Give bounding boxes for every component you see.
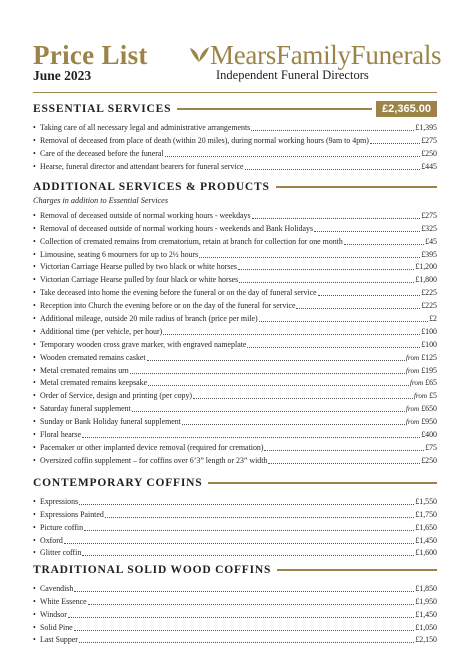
item-price: £1,450 [415,609,437,619]
item-label: Victorian Carriage Hearse pulled by two black or white horses [40,262,237,272]
section-1 [33,101,437,172]
bullet-icon: • [33,635,36,645]
item-label: Taking care of all necessary legal and administrative arrangements [40,122,251,132]
price-list [33,581,437,645]
section-4 [33,562,437,645]
item-price: £325 [421,223,437,233]
item-label: Metal cremated remains urn [40,365,129,375]
item-label: Saturday funeral supplement [40,404,131,414]
price-row [33,520,437,533]
dot-leader [296,308,420,309]
bullet-icon: • [33,223,36,233]
price-row [33,620,437,633]
price-row [33,533,437,546]
item-price: £5 [429,391,437,401]
dot-leader [64,543,415,544]
dot-leader [82,555,414,556]
price-row [33,337,437,350]
price-row [33,324,437,337]
section-rule [276,186,437,187]
dot-leader [105,517,415,518]
price-prefix: from [405,418,420,427]
dot-leader [147,360,405,361]
item-price-cell [415,275,437,285]
dot-leader [79,642,414,643]
bullet-icon: • [33,161,36,171]
dot-leader [264,450,424,451]
item-price: £950 [421,417,437,427]
section-header [33,101,437,117]
price-row [33,594,437,607]
price-row [33,633,437,646]
item-price: £1,450 [415,535,437,545]
bullet-icon: • [33,496,36,506]
bullet-icon: • [33,442,36,452]
price-row [33,494,437,507]
price-row [33,285,437,298]
item-price-cell [415,548,437,558]
bullet-icon: • [33,275,36,285]
item-label: Pacemaker or other implanted device removal (required for cremation) [40,442,264,452]
dot-leader [370,143,420,144]
price-row [33,414,437,427]
item-price: £1,750 [415,509,437,519]
item-label: Last Supper [40,635,78,645]
price-prefix: from [405,405,420,414]
dot-leader [82,437,420,438]
item-price-cell [421,250,437,260]
section-3 [33,475,437,558]
price-row [33,581,437,594]
item-price-cell [421,456,437,466]
price-row [33,363,437,376]
item-price: £100 [421,326,437,336]
section-header [33,475,437,491]
section-rule [208,482,437,483]
price-row [33,120,437,133]
bullet-icon: • [33,548,36,558]
bullet-icon: • [33,622,36,632]
price-row [33,453,437,466]
dot-leader [259,321,429,322]
item-price: £395 [421,249,437,259]
item-price-cell [406,404,437,414]
dot-leader [252,218,421,219]
price-row [33,507,437,520]
item-label: Collection of cremated remains from crematorium, retain at branch for collection for one month [40,236,343,246]
item-price-cell [425,443,437,453]
price-row [33,208,437,221]
item-label: Removal of deceased outside of normal working hours - weekdays [40,210,251,220]
price-prefix: from [405,366,420,375]
item-label: Windsor [40,609,67,619]
item-label: Additional time (per vehicle, per hour) [40,326,163,336]
dot-leader [199,257,420,258]
item-price-cell [415,536,437,546]
item-price: £2 [429,314,437,324]
dot-leader [344,244,424,245]
item-price-cell [415,623,437,633]
item-price-cell [425,237,437,247]
dot-leader [68,617,414,618]
bullet-icon: • [33,430,36,440]
item-price-cell [421,149,437,159]
section-rule [277,569,437,570]
price-row [33,376,437,389]
item-price-cell [421,162,437,172]
price-list-date: June 2023 [33,68,92,83]
bullet-icon: • [33,339,36,349]
brand-tagline: Independent Funeral Directors [216,68,369,82]
item-price-cell [415,635,437,645]
item-price: £275 [421,210,437,220]
bullet-icon: • [33,326,36,336]
bullet-icon: • [33,148,36,158]
price-prefix: from [409,379,424,388]
price-list [33,494,437,558]
item-price-cell [415,123,437,133]
item-price-cell [415,510,437,520]
bullet-icon: • [33,509,36,519]
item-label: Metal cremated remains keepsake [40,378,148,388]
item-label: White Essence [40,596,87,606]
item-price: £225 [421,301,437,311]
item-label: Hearse, funeral director and attendant bearers for funeral service [40,161,244,171]
section-total-badge: £2,365.00 [376,101,437,117]
item-price: £1,950 [415,596,437,606]
price-list [33,208,437,466]
price-row [33,440,437,453]
price-row [33,298,437,311]
section-2 [33,179,437,466]
bullet-icon: • [33,404,36,414]
dot-leader [88,604,415,605]
item-label: Limousine, seating 6 mourners for up to 2½ hours [40,249,199,259]
item-price: £1,200 [415,262,437,272]
item-price-cell [406,366,437,376]
item-label: Oxford [40,535,63,545]
section-header [33,562,437,578]
item-label: Floral hearse [40,430,81,440]
item-price-cell [406,353,437,363]
item-price: £75 [425,442,437,452]
item-label: Victorian Carriage Hearse pulled by four black or white horses [40,275,239,285]
bullet-icon: • [33,583,36,593]
dot-leader [314,231,420,232]
dot-leader [132,411,405,412]
section-title: CONTEMPORARY COFFINS [33,477,203,489]
item-label: Additional mileage, outside 20 mile radius of branch (price per mile) [40,314,258,324]
item-label: Removal of deceased from place of death (within 20 miles), during normal working hours (9am to 4pm) [40,135,369,145]
dot-leader [165,156,421,157]
item-price: £1,600 [415,548,437,558]
bullet-icon: • [33,210,36,220]
item-label: Sunday or Bank Holiday funeral supplement [40,417,181,427]
item-label: Cavendish [40,583,74,593]
item-price-cell [415,497,437,507]
item-price: £250 [421,455,437,465]
dot-leader [193,398,413,399]
bullet-icon: • [33,596,36,606]
item-price: £125 [421,352,437,362]
item-price-cell [421,301,437,311]
item-price-cell [415,610,437,620]
dot-leader [74,591,414,592]
item-label: Oversized coffin supplement – for coffins over 6’3” length or 23” width [40,455,268,465]
price-row [33,311,437,324]
item-label: Glitter coffin [40,548,82,558]
bullet-icon: • [33,455,36,465]
item-price-cell [421,430,437,440]
header-divider [33,92,437,93]
bullet-icon: • [33,314,36,324]
price-list [33,120,437,172]
price-prefix: from [405,353,420,362]
dot-leader [251,130,414,131]
dot-leader [247,347,420,348]
price-row [33,427,437,440]
section-header [33,179,437,195]
section-note: Charges in addition to Essential Services [33,196,169,205]
bullet-icon: • [33,249,36,259]
bullet-icon: • [33,609,36,619]
bullet-icon: • [33,262,36,272]
bullet-icon: • [33,522,36,532]
item-price-cell [421,211,437,221]
price-row [33,350,437,363]
item-label: Order of Service, design and printing (per copy) [40,391,193,401]
item-label: Take deceased into home the evening before the funeral or on the day of funeral service [40,288,317,298]
bullet-icon: • [33,236,36,246]
dot-leader [79,504,414,505]
item-label: Temporary wooden cross grave marker, with engraved nameplate [40,339,247,349]
dot-leader [74,630,415,631]
item-price-cell [415,523,437,533]
price-row [33,388,437,401]
item-price-cell [410,378,437,388]
item-label: Removal of deceased outside of normal working hours - weekends and Bank Holidays [40,223,314,233]
price-row [33,221,437,234]
item-price: £650 [421,404,437,414]
price-row [33,159,437,172]
item-price: £1,650 [415,522,437,532]
section-rule [177,108,372,109]
bullet-icon: • [33,535,36,545]
item-price: £225 [421,288,437,298]
price-row [33,133,437,146]
dot-leader [84,530,414,531]
item-price-cell [415,584,437,594]
item-price: £400 [421,430,437,440]
price-prefix: from [413,392,428,401]
item-price-cell [421,340,437,350]
item-price: £445 [421,161,437,171]
dot-leader [182,424,405,425]
item-price: £275 [421,135,437,145]
price-row [33,272,437,285]
dot-leader [238,269,414,270]
bullet-icon: • [33,352,36,362]
dot-leader [163,334,420,335]
item-price-cell [415,262,437,272]
item-price: £1,550 [415,496,437,506]
item-price-cell [414,391,437,401]
price-row [33,247,437,260]
price-row [33,234,437,247]
bullet-icon: • [33,378,36,388]
item-price-cell [421,288,437,298]
item-price-cell [415,597,437,607]
leaf-logo-icon [188,44,210,64]
page-title: Price List [33,40,148,70]
item-price: £45 [425,236,437,246]
bullet-icon: • [33,391,36,401]
bullet-icon: • [33,135,36,145]
dot-leader [268,463,420,464]
section-title: TRADITIONAL SOLID WOOD COFFINS [33,564,272,576]
price-row [33,607,437,620]
item-label: Picture coffin [40,522,84,532]
section-title: ESSENTIAL SERVICES [33,103,172,115]
brand-name: MearsFamilyFunerals [210,40,442,70]
item-price-cell [406,417,437,427]
price-row [33,546,437,559]
item-price: £1,050 [415,622,437,632]
item-label: Wooden cremated remains casket [40,352,146,362]
price-row [33,260,437,273]
item-price: £1,395 [415,122,437,132]
bullet-icon: • [33,417,36,427]
item-label: Expressions [40,496,79,506]
item-price: £65 [425,378,437,388]
item-price: £195 [421,365,437,375]
item-price: £100 [421,339,437,349]
item-price: £1,850 [415,583,437,593]
price-row [33,401,437,414]
dot-leader [245,169,421,170]
item-price: £2,150 [415,635,437,645]
bullet-icon: • [33,288,36,298]
item-price-cell [421,136,437,146]
bullet-icon: • [33,365,36,375]
bullet-icon: • [33,301,36,311]
bullet-icon: • [33,122,36,132]
item-label: Reception into Church the evening before or on the day of the funeral for service [40,301,296,311]
item-price: £250 [421,148,437,158]
item-label: Expressions Painted [40,509,104,519]
section-title: ADDITIONAL SERVICES & PRODUCTS [33,181,270,193]
dot-leader [318,295,421,296]
item-price: £1,800 [415,275,437,285]
dot-leader [148,385,409,386]
item-label: Care of the deceased before the funeral [40,148,164,158]
dot-leader [239,282,414,283]
item-label: Solid Pine [40,622,73,632]
item-price-cell [429,314,437,324]
dot-leader [130,373,405,374]
item-price-cell [421,327,437,337]
item-price-cell [421,224,437,234]
price-row [33,146,437,159]
